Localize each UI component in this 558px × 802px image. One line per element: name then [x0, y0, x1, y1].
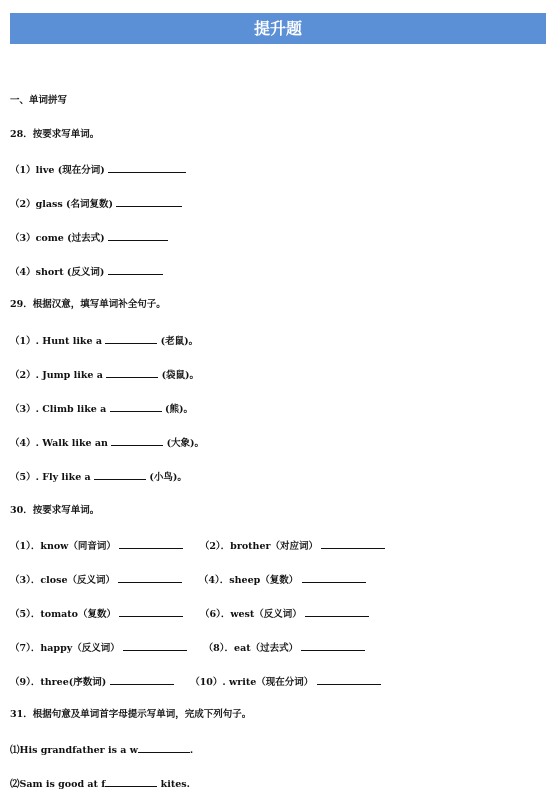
item-text: ⑵Sam is good at f	[10, 779, 106, 790]
item-hint: kites.	[157, 779, 190, 790]
answer-blank[interactable]	[110, 674, 174, 685]
q29-item-5	[10, 469, 187, 485]
q29-item-4	[10, 435, 204, 451]
item-text: （3）come (过去式)	[10, 233, 105, 244]
answer-blank[interactable]	[302, 572, 366, 583]
item-hint: .	[189, 745, 194, 756]
q28-item-2	[10, 196, 182, 212]
title-banner: 提升题	[10, 13, 546, 44]
answer-blank[interactable]	[105, 333, 157, 344]
item-hint: (大象)。	[166, 438, 205, 449]
answer-blank[interactable]	[94, 469, 146, 480]
question-29-heading: 29．根据汉意，填写单词补全句子。	[10, 299, 166, 310]
q31-item-2	[10, 776, 190, 792]
item-text: （10）. write（现在分词）	[190, 677, 314, 688]
item-text: （4）．sheep（复数）	[198, 575, 299, 586]
answer-blank[interactable]	[119, 606, 183, 617]
answer-blank[interactable]	[108, 162, 186, 173]
item-hint: (小鸟)。	[149, 472, 187, 483]
answer-blank[interactable]	[106, 367, 158, 378]
q30-row-2	[10, 572, 366, 588]
answer-blank[interactable]	[108, 230, 168, 241]
answer-blank[interactable]	[305, 606, 369, 617]
item-text: （2）．brother（对应词）	[199, 541, 319, 552]
item-text: （4）. Walk like an	[10, 438, 108, 449]
q30-row-3	[10, 606, 369, 622]
answer-blank[interactable]	[119, 538, 183, 549]
q30-row-1	[10, 538, 385, 554]
answer-blank[interactable]	[321, 538, 385, 549]
section-heading: 一、单词拼写	[10, 95, 68, 106]
q30-row-5	[10, 674, 381, 690]
q28-item-1	[10, 162, 186, 178]
item-text: （2）glass (名词复数)	[10, 199, 114, 210]
item-text: （3）．close（反义词）	[10, 575, 115, 586]
answer-blank[interactable]	[111, 435, 163, 446]
answer-blank[interactable]	[105, 776, 157, 787]
answer-blank[interactable]	[118, 572, 182, 583]
item-text: （1）．know（同音词）	[10, 541, 116, 552]
q29-item-2	[10, 367, 199, 383]
q30-row-4	[10, 640, 365, 656]
q29-item-3	[10, 401, 193, 417]
question-31-heading: 31．根据句意及单词首字母提示写单词，完成下列句子。	[10, 709, 252, 720]
item-text: （9）．three(序数词)	[10, 677, 107, 688]
item-text: （1）live (现在分词)	[10, 165, 105, 176]
answer-blank[interactable]	[123, 640, 187, 651]
question-28-heading: 28．按要求写单词。	[10, 129, 100, 140]
answer-blank[interactable]	[301, 640, 365, 651]
q31-item-1	[10, 742, 193, 758]
item-text: （4）short (反义词)	[10, 267, 105, 278]
item-text: （1）. Hunt like a	[10, 336, 103, 347]
answer-blank[interactable]	[138, 742, 190, 753]
item-text: （5）. Fly like a	[10, 472, 91, 483]
item-text: （7）．happy（反义词）	[10, 643, 120, 654]
item-hint: (熊)。	[164, 404, 193, 415]
answer-blank[interactable]	[317, 674, 381, 685]
item-hint: (袋鼠)。	[161, 370, 200, 381]
question-30-heading: 30．按要求写单词。	[10, 505, 100, 516]
answer-blank[interactable]	[110, 401, 162, 412]
answer-blank[interactable]	[108, 264, 163, 275]
item-text: （8）．eat（过去式）	[203, 643, 299, 654]
item-text: （2）. Jump like a	[10, 370, 103, 381]
item-text: （5）．tomato（复数）	[10, 609, 117, 620]
item-text: （6）．west（反义词）	[199, 609, 302, 620]
q28-item-4	[10, 264, 163, 280]
q28-item-3	[10, 230, 168, 246]
item-hint: (老鼠)。	[160, 336, 199, 347]
item-text: （3）. Climb like a	[10, 404, 107, 415]
item-text: ⑴His grandfather is a w	[10, 745, 138, 756]
q29-item-1	[10, 333, 198, 349]
answer-blank[interactable]	[116, 196, 182, 207]
